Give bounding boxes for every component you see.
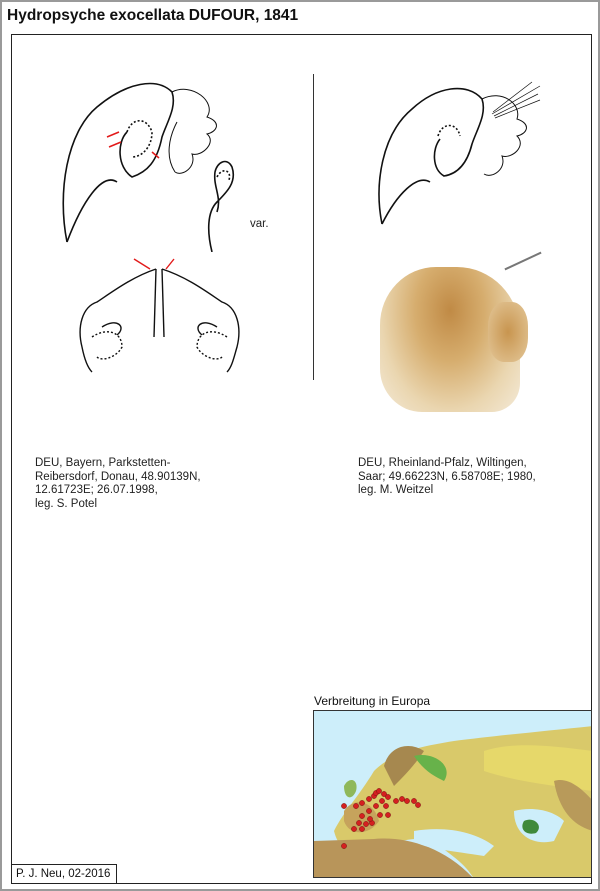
variant-label: var.: [250, 218, 269, 230]
occurrence-marker: [399, 796, 404, 801]
plate-sheet: [2, 2, 598, 889]
specimen-photo: [378, 252, 538, 412]
caption-line: Saar; 49.66223N, 6.58708E; 1980,: [358, 470, 536, 483]
caption-line: leg. S. Potel: [35, 497, 98, 510]
occurrence-marker: [411, 798, 416, 803]
left-specimen-caption: [35, 457, 201, 511]
occurrence-marker: [359, 800, 364, 805]
occurrence-marker: [359, 813, 364, 818]
occurrence-marker: [415, 802, 420, 807]
occurrence-marker: [341, 803, 346, 808]
occurrence-marker: [367, 816, 372, 821]
occurrence-marker: [376, 788, 381, 793]
page-title: Hydropsyche exocellata DUFOUR, 1841: [7, 7, 299, 24]
europe-map-graphic: [314, 711, 592, 878]
occurrence-marker: [404, 798, 409, 803]
genitalia-drawing-lateral-right: [372, 74, 542, 234]
occurrence-marker: [379, 798, 384, 803]
genitalia-drawing-lateral-left: [57, 62, 247, 252]
distribution-map: [313, 710, 592, 878]
occurrence-marker: [385, 794, 390, 799]
genitalia-drawing-dorsal: [72, 257, 247, 377]
right-specimen-caption: [358, 457, 536, 498]
occurrence-marker: [353, 803, 358, 808]
occurrence-marker: [393, 798, 398, 803]
occurrence-marker: [377, 812, 382, 817]
occurrence-marker: [373, 803, 378, 808]
occurrence-marker: [351, 826, 356, 831]
caption-line: DEU, Rheinland-Pfalz, Wiltingen,: [358, 457, 527, 469]
occurrence-marker: [366, 796, 371, 801]
caption-line: 12.61723E; 26.07.1998,: [35, 484, 158, 496]
caption-line: Reibersdorf, Donau, 48.90139N,: [35, 470, 201, 483]
caption-line: leg. M. Weitzel: [358, 484, 434, 496]
occurrence-marker: [359, 826, 364, 831]
occurrence-marker: [383, 803, 388, 808]
occurrence-marker: [366, 808, 371, 813]
author-date-box: P. J. Neu, 02-2016: [11, 864, 117, 884]
occurrence-marker: [385, 812, 390, 817]
occurrence-marker: [356, 820, 361, 825]
divider-line: [313, 74, 314, 380]
occurrence-marker: [363, 821, 368, 826]
caption-line: DEU, Bayern, Parkstetten-: [35, 457, 171, 469]
occurrence-marker: [341, 843, 346, 848]
map-title: Verbreitung in Europa: [314, 694, 431, 708]
